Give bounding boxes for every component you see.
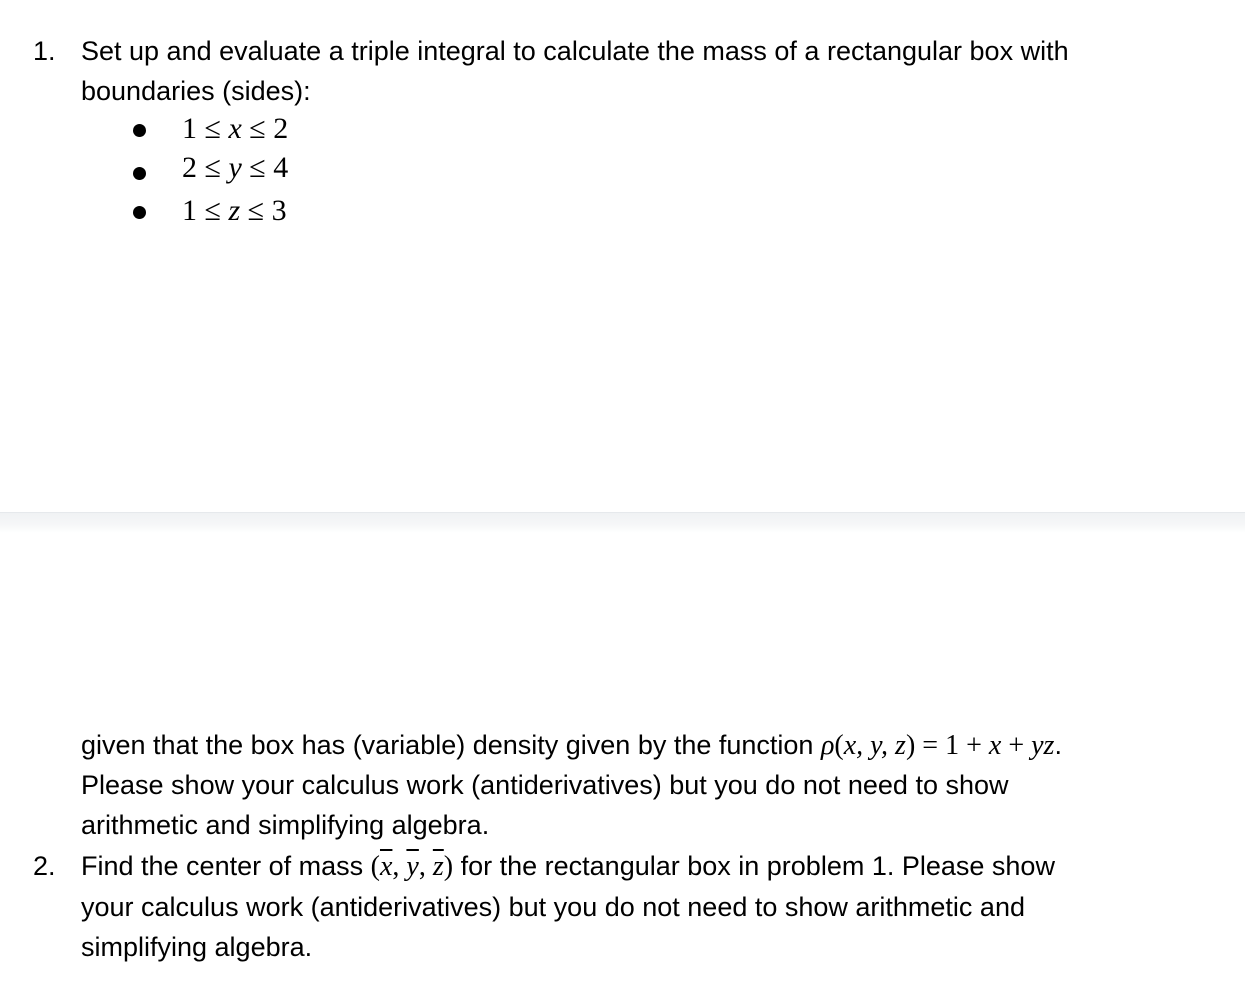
problem-2-line-1: Find the center of mass ($\overline{x}$, $\overline{y}$, $\overline{z}$) for the rectangular box in problem 1. Please show — [81, 851, 1055, 882]
bound-z: 1 ≤ z ≤ 3 — [182, 194, 287, 227]
problem-2-line-3: simplifying algebra. — [81, 932, 313, 962]
problem-1-line-4: Please show your calculus work (antiderivatives) but you do not need to show — [81, 770, 1009, 800]
bound-x: 1 ≤ x ≤ 2 — [182, 112, 289, 145]
bound-y: 2 ≤ y ≤ 4 — [182, 151, 289, 184]
problem-2-line-2: your calculus work (antiderivatives) but you do not need to show arithmetic and — [81, 892, 1025, 922]
problem-2-number: 2. — [33, 851, 56, 881]
problem-1-line-5: arithmetic and simplifying algebra. — [81, 810, 490, 840]
problem-1-line-1: Set up and evaluate a triple integral to calculate the mass of a rectangular box with — [81, 36, 1069, 66]
bullet-icon — [133, 124, 146, 137]
problem-1-line-2: boundaries (sides): — [81, 76, 311, 106]
problem-1-density-line: given that the box has (variable) density given by the function ρ(x, y, z) = 1 + x + yz. — [81, 730, 1062, 761]
density-intro-text: given that the box has (variable) density given by the function — [81, 730, 814, 760]
problem-1-number: 1. — [33, 36, 56, 66]
bullet-icon — [133, 167, 146, 180]
center-of-mass-tuple: ($\overline{x}$, $\overline{y}$, $\overline{z}$) — [370, 851, 454, 882]
bullet-icon — [133, 206, 146, 219]
page-break-divider — [0, 512, 1245, 533]
density-function: ρ(x, y, z) = 1 + x + yz — [820, 730, 1055, 761]
